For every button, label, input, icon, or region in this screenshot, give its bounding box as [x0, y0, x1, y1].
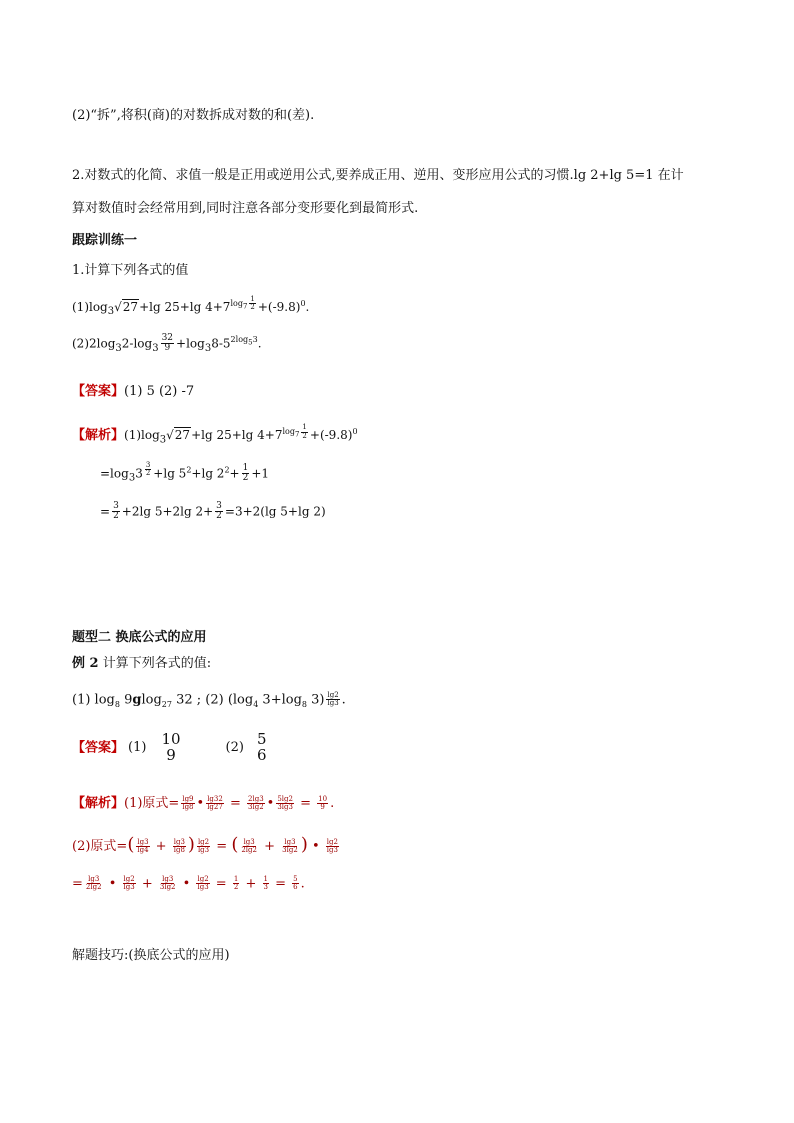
analysis-label: 【解析】	[72, 428, 125, 443]
type2-answer: 【答案】 (1) 10 9 (2) 5 6	[72, 730, 267, 764]
practice-answer	[72, 380, 194, 399]
practice-heading: 跟踪训练一	[72, 233, 138, 248]
type2-answer-label: 【答案】	[72, 740, 125, 756]
practice-problem-1: $(1)\log_3√27+\lg$ 25+lg $4+7^{log_7 \frac{1}{2}}$ $+(-9.8)^0$.	[72, 295, 310, 318]
intro-line-2a: 2.对数式的化简、求值一般是正用或逆用公式,要养成正用、逆用、变形应用公式的习惯.lg 2+lg 5=1 在计	[72, 168, 684, 183]
practice-question: 1.计算下列各式的值	[72, 263, 189, 278]
practice-problem-2: $(2)2\log_32-\log_3$ $\frac{32}{9}$ $+\log_38-5^{2log_53}$.	[72, 333, 262, 354]
type2-example: 例 2 计算下列各式的值:	[72, 656, 212, 671]
practice-analysis-line-2: $=\log_33$ $^{\frac{3}{2}}$ +lg $5^2+\lg$ $2^2+$ $\frac{1}{2}$ +1	[100, 461, 270, 484]
intro-line-2b: 算对数值时会经常用到,同时注意各部分变形要化到最简形式.	[72, 201, 419, 216]
answer-text: (1) 5 (2) -7	[124, 384, 195, 399]
type2-question: (1) $\log_8 9glog_{27}$ 32 ; (2) ($\log_4$ $3+\log_8$ 3) $\frac{\lg 2}{\lg 3}$ .	[72, 691, 346, 709]
type2-solution-3: = $\frac{\lg 3}{2\lg 2}$ • $\frac{\lg 2}{\lg 3}$ + $\frac{\lg 3}{3\lg 2}$ • $\frac{\lg 2}{\lg 3}$ = $\frac{1}{2}$ + $\frac{1}{3}$ = $\frac{5}{6}$ .	[72, 875, 305, 892]
intro-line-1: (2)“拆”,将积(商)的对数拆成对数的和(差).	[72, 108, 315, 123]
type2-solution-2: (2)原式=( $\frac{\lg 3}{\lg 4}$ + $\frac{\lg 3}{\lg 8}$ ) $\frac{\lg 2}{\lg 3}$ = ( $\frac{\lg 3}{2\lg 2}$ + $\frac{\lg 3}{3\lg 2}$ ) • $\frac{\lg 2}{\lg 3}$	[72, 834, 338, 855]
type2-analysis-label: 【解析】	[72, 796, 125, 811]
type2-heading: 题型二 换底公式的应用	[72, 630, 207, 645]
answer-label: 【答案】	[72, 384, 125, 399]
type2-solution-1: 【解析】(1)原式= $\frac{\lg 9}{\lg 8}$ • $\frac{\lg 32}{\lg 27}$ = $\frac{2\lg 3}{3\lg 2}$ • $\frac{5\lg 2}{3\lg 3}$ = $\frac{10}{9}$ .	[72, 794, 335, 811]
practice-analysis-line-3: = $\frac{3}{2}$ +2lg 5+2lg 2+ $\frac{3}{2}$ =3+2(lg 5+lg 2)	[100, 501, 326, 522]
type2-tip: 解题技巧:(换底公式的应用)	[72, 948, 230, 963]
practice-analysis-line-1: 【解析】$(1)\log_3√27+\lg$ 25+lg $4+7^{log_7 \frac{1}{2}}$ $+(-9.8)^0$	[72, 423, 358, 446]
